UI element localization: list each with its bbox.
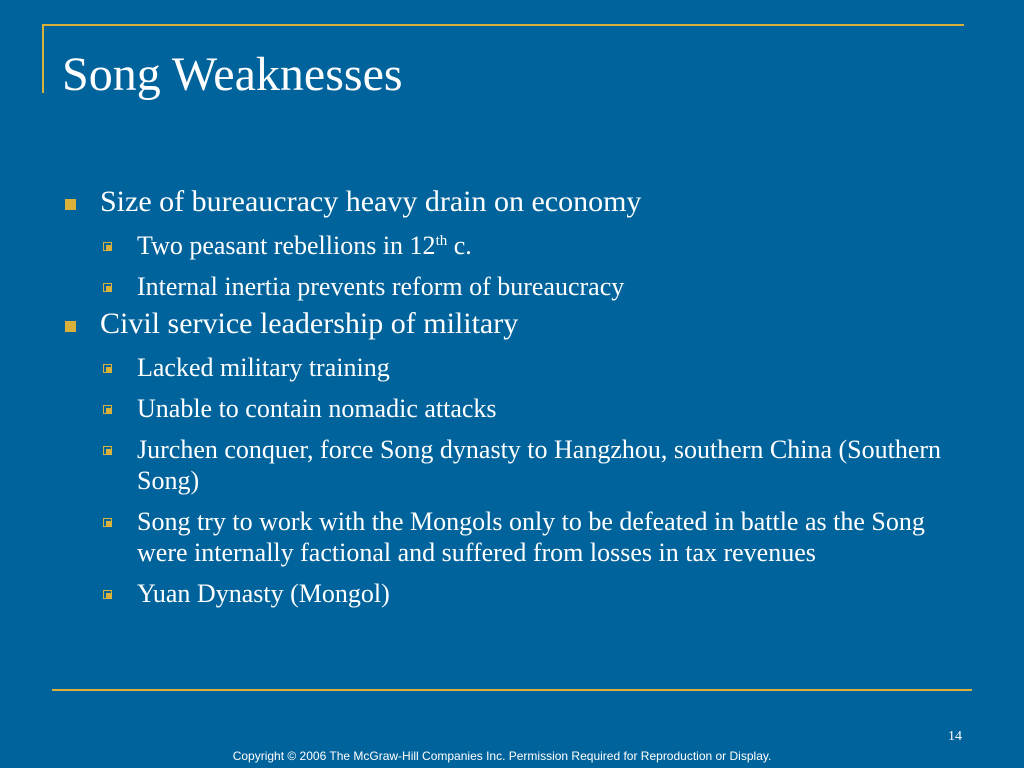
- sub-bullet-jurchen-conquest: [62, 434, 972, 496]
- square-bullet-icon: [65, 199, 76, 210]
- slide-title: Song Weaknesses: [62, 48, 403, 101]
- left-border-line: [42, 24, 44, 93]
- sub-bullet-text-before-superscript: Two peasant rebellions in 12: [137, 231, 436, 260]
- bullet-text: Civil service leadership of military: [100, 307, 519, 340]
- square-bullet-icon: [65, 321, 76, 332]
- sub-bullet-mongols: [62, 506, 972, 568]
- sub-bullet-text: Song try to work with the Mongols only to be defeated in battle as the Song were internally factional and suffered from losses in tax revenues: [137, 507, 925, 567]
- sub-bullet-yuan-dynasty: [62, 578, 972, 609]
- sub-bullet-military-training: [62, 352, 972, 383]
- bullet-text: Size of bureaucracy heavy drain on economy: [100, 185, 642, 218]
- boxed-square-bullet-icon: [103, 242, 112, 251]
- bullet-bureaucracy: [62, 184, 972, 220]
- top-border-line: [42, 24, 964, 26]
- boxed-square-bullet-icon: [103, 590, 112, 599]
- page-number: 14: [948, 729, 962, 744]
- sub-bullet-text: Internal inertia prevents reform of bureaucracy: [137, 272, 625, 301]
- copyright-notice: Copyright © 2006 The McGraw-Hill Companies Inc. Permission Required for Reproduction or Display.: [232, 749, 772, 763]
- sub-bullet-text: Jurchen conquer, force Song dynasty to Hangzhou, southern China (Southern Song): [137, 435, 942, 495]
- boxed-square-bullet-icon: [103, 283, 112, 292]
- boxed-square-bullet-icon: [103, 405, 112, 414]
- footer-divider: [52, 689, 972, 691]
- sub-bullet-nomadic-attacks: [62, 393, 972, 424]
- boxed-square-bullet-icon: [103, 364, 112, 373]
- ordinal-superscript: th: [435, 233, 448, 249]
- bullet-civil-service-military: [62, 306, 972, 342]
- sub-bullet-internal-inertia: [62, 271, 972, 302]
- slide-content: [62, 180, 972, 609]
- boxed-square-bullet-icon: [103, 446, 112, 455]
- sub-bullet-text-after-superscript: c.: [447, 231, 472, 260]
- boxed-square-bullet-icon: [103, 518, 112, 527]
- sub-bullet-text: Yuan Dynasty (Mongol): [137, 579, 390, 608]
- sub-bullet-text: Lacked military training: [137, 353, 390, 382]
- sub-bullet-text: Unable to contain nomadic attacks: [137, 394, 497, 423]
- sub-bullet-peasant-rebellions: [62, 230, 972, 261]
